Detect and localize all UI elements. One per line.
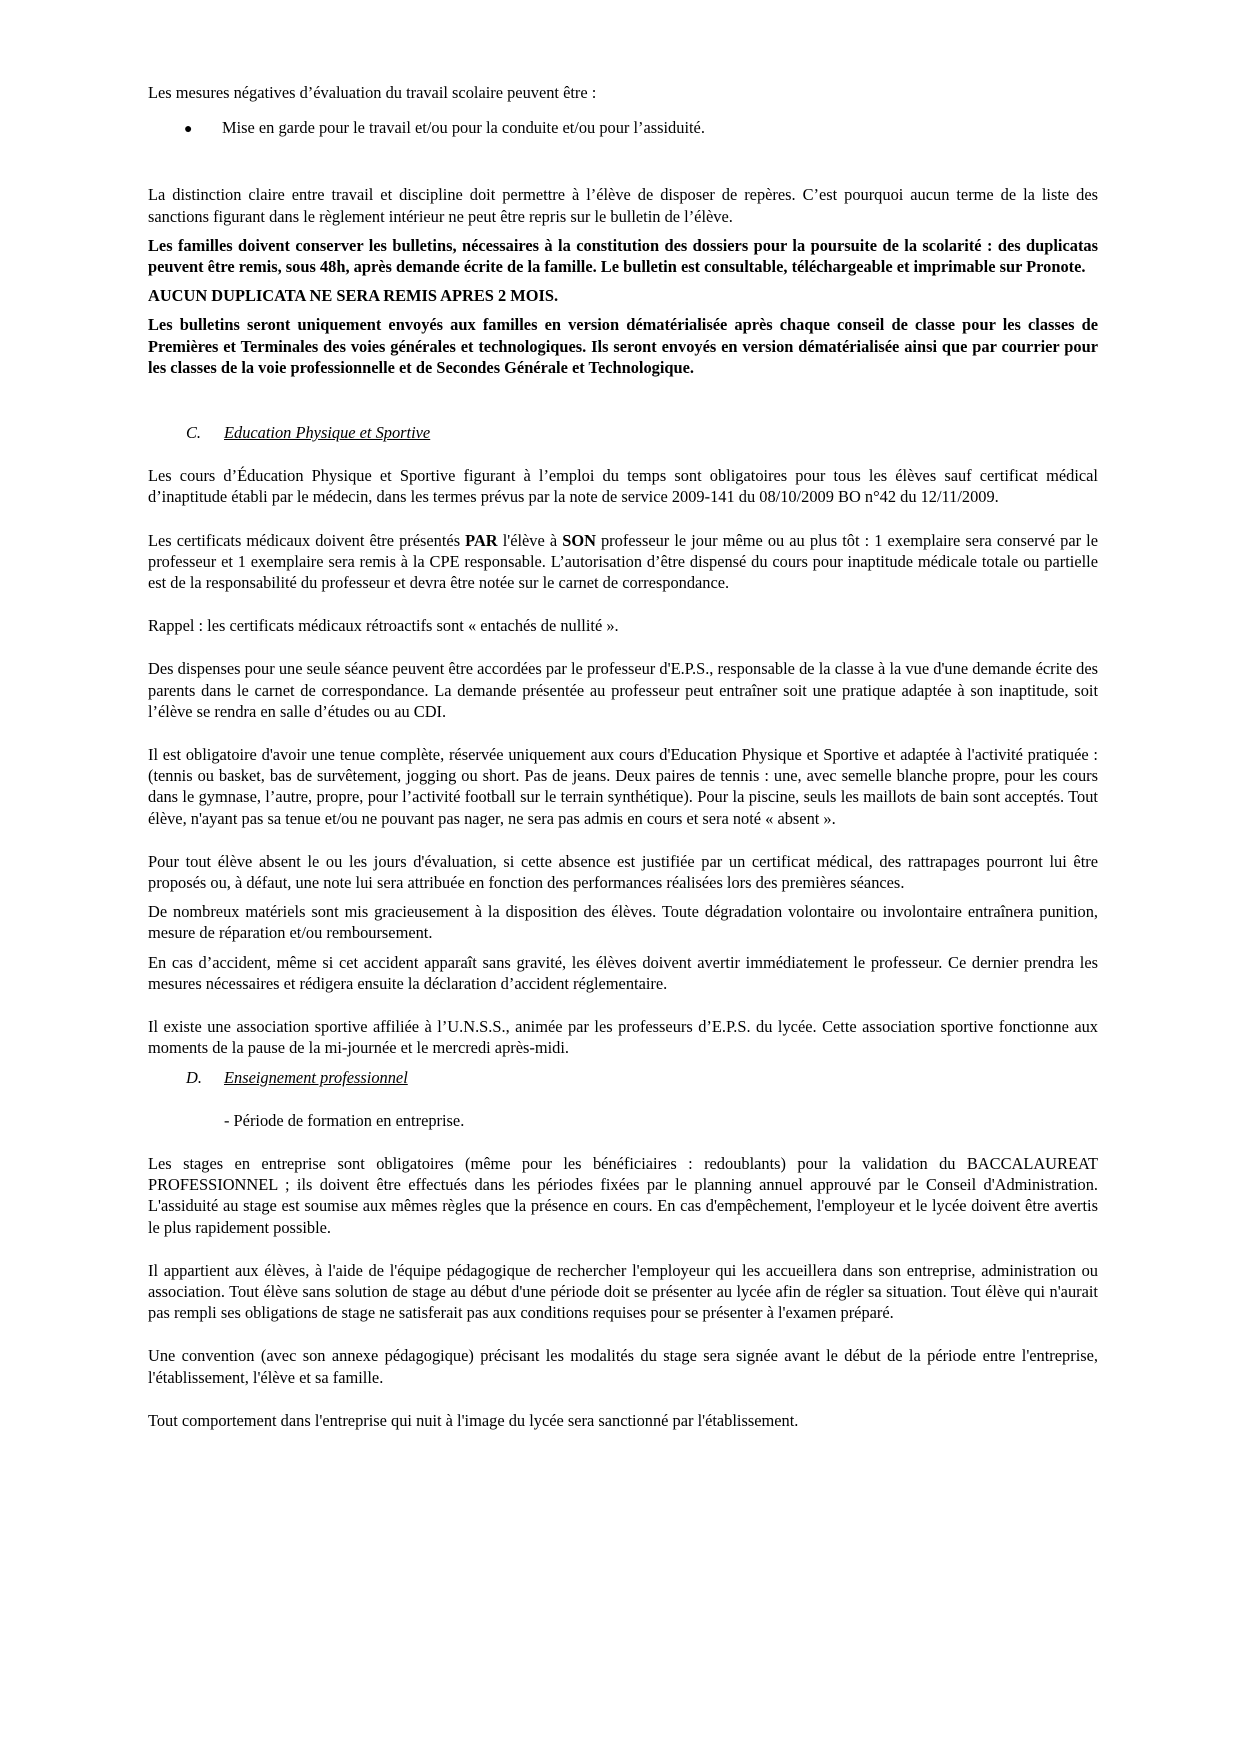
intro-lead: Les mesures négatives d’évaluation du travail scolaire peuvent être : <box>148 83 597 102</box>
pro-paragraph-1: Les stages en entreprise sont obligatoires (même pour les bénéficiaires : redoublants) pour la validation du BACCALAUREAT PROFESSIONNEL ; ils doivent être effectués dans les périodes fixées par le planning annuel approuvé par le Conseil d'Administration. L'assiduité au stage est soumise aux mêmes règles que la présence en cours. En cas d'empêchement, l'employeur et le lycée doivent être avertis le plus rapidement possible. <box>148 1153 1098 1237</box>
eps-paragraph-8: En cas d’accident, même si cet accident apparaît sans gravité, les élèves doivent avertir immédiatement le professeur. Ce dernier prendra les mesures nécessaires et rédigera ensuite la déclaration d’accident réglementaire. <box>148 952 1098 993</box>
paragraph-bulletins-bold: Les bulletins seront uniquement envoyés aux familles en version dématérialisée après chaque conseil de classe pour les classes de Premières et Terminales des voies générales et technologiques. Ils seront envoyés en version dématérialisée ainsi que par courrier pour les classes de la voie professionnelle et de Secondes Générale et Technologique. <box>148 315 1098 377</box>
eps-paragraph-6: Pour tout élève absent le ou les jours d'évaluation, si cette absence est justifiée par un certificat médical, des rattrapages pourront lui être proposés ou, à défaut, une note lui sera attribuée en fonction des performances réalisées lors des premières séances. <box>148 851 1098 893</box>
paragraph-duplicata-bold: AUCUN DUPLICATA NE SERA REMIS APRES 2 MOIS. <box>148 286 559 306</box>
section-heading-c <box>148 422 1098 443</box>
section-title: Enseignement professionnel <box>224 1067 408 1087</box>
section-title: Education Physique et Sportive <box>224 423 431 443</box>
section-letter: C. <box>186 423 202 443</box>
eps-paragraph-9: Il existe une association sportive affiliée à l’U.N.S.S., animée par les professeurs d’E.P.S. du lycée. Cette association sportive fonctionne aux moments de la pause de la mi-journée et le mercredi après-midi. <box>148 1017 1098 1058</box>
eps-paragraph-1: Les cours d’Éducation Physique et Sportive figurant à l’emploi du temps sont obligatoires pour tous les élèves sauf certificat médical d’inaptitude établi par le médecin, dans les termes prévus par la note de service 2009-141 du 08/10/2009 BO n°42 du 12/11/2009. <box>148 466 1098 507</box>
pro-paragraph-4: Tout comportement dans l'entreprise qui nuit à l'image du lycée sera sanctionné par l'établissement. <box>148 1410 799 1430</box>
paragraph-distinction: La distinction claire entre travail et discipline doit permettre à l’élève de disposer de repères. C’est pourquoi aucun terme de la liste des sanctions figurant dans le règlement intérieur ne peut être repris sur le bulletin de l’élève. <box>148 185 1098 226</box>
section-subheading: - Période de formation en entreprise. <box>224 1110 465 1130</box>
bullet-icon: ● <box>184 122 193 138</box>
bullet-text: Mise en garde pour le travail et/ou pour la conduite et/ou pour l’assiduité. <box>222 118 705 138</box>
pro-paragraph-3: Une convention (avec son annexe pédagogique) précisant les modalités du stage sera signée avant le début de la période entre l'entreprise, l'établissement, l'élève et sa famille. <box>148 1346 1098 1387</box>
eps-paragraph-5: Il est obligatoire d'avoir une tenue complète, réservée uniquement aux cours d'Education Physique et Sportive et adaptée à l'activité pratiquée : (tennis ou basket, bas de survêtement, jogging ou short. Pas de jeans. Deux paires de tennis : une, avec semelle blanche propre, pour les cours dans le gymnase, l’autre, propre, pour l’activité football sur le terrain synthétique). Pour la piscine, seuls les maillots de bain sont acceptés. Tout élève, n'ayant pas sa tenue et/ou ne pouvant pas nager, ne sera pas admis en cours et sera noté « absent ». <box>148 745 1098 828</box>
eps-paragraph-7: De nombreux matériels sont mis gracieusement à la disposition des élèves. Toute dégradation volontaire ou involontaire entraînera punition, mesure de réparation et/ou remboursement. <box>148 902 1098 943</box>
pro-paragraph-2: Il appartient aux élèves, à l'aide de l'équipe pédagogique de rechercher l'employeur qui les accueillera dans son entreprise, administration ou association. Tout élève sans solution de stage au début d'une période doit se présenter au lycée afin de régler sa situation. Tout élève qui n'aurait pas rempli ses obligations de stage ne satisferait pas aux conditions requises pour se présenter à l'examen préparé. <box>148 1260 1098 1323</box>
eps-paragraph-4: Des dispenses pour une seule séance peuvent être accordées par le professeur d'E.P.S., responsable de la classe à la vue d'une demande écrite des parents dans le carnet de correspondance. La demande présentée au professeur peut entraîner soit une pratique adaptée à son inaptitude, soit l’élève se rendra en salle d’études ou au CDI. <box>148 659 1098 721</box>
paragraph-families-bold: Les familles doivent conserver les bulletins, nécessaires à la constitution des dossiers pour la poursuite de la scolarité : des duplicatas peuvent être remis, sous 48h, après demande écrite de la famille. Le bulletin est consultable, téléchargeable et imprimable sur Pronote. <box>148 235 1098 277</box>
bullet-item <box>148 117 1098 140</box>
eps-paragraph-3: Rappel : les certificats médicaux rétroactifs sont « entachés de nullité ». <box>148 616 619 636</box>
section-letter: D. <box>186 1067 202 1087</box>
section-heading-d <box>148 1067 1098 1088</box>
eps-paragraph-2: Les certificats médicaux doivent être présentés PAR l'élève à SON professeur le jour même ou au plus tôt : 1 exemplaire sera conservé par le professeur et 1 exemplaire sera remis à la CPE responsable. L’autorisation d’être dispensé du cours pour inaptitude médicale totale ou partielle est de la responsabilité du professeur et devra être notée sur le carnet de correspondance. <box>148 530 1098 593</box>
